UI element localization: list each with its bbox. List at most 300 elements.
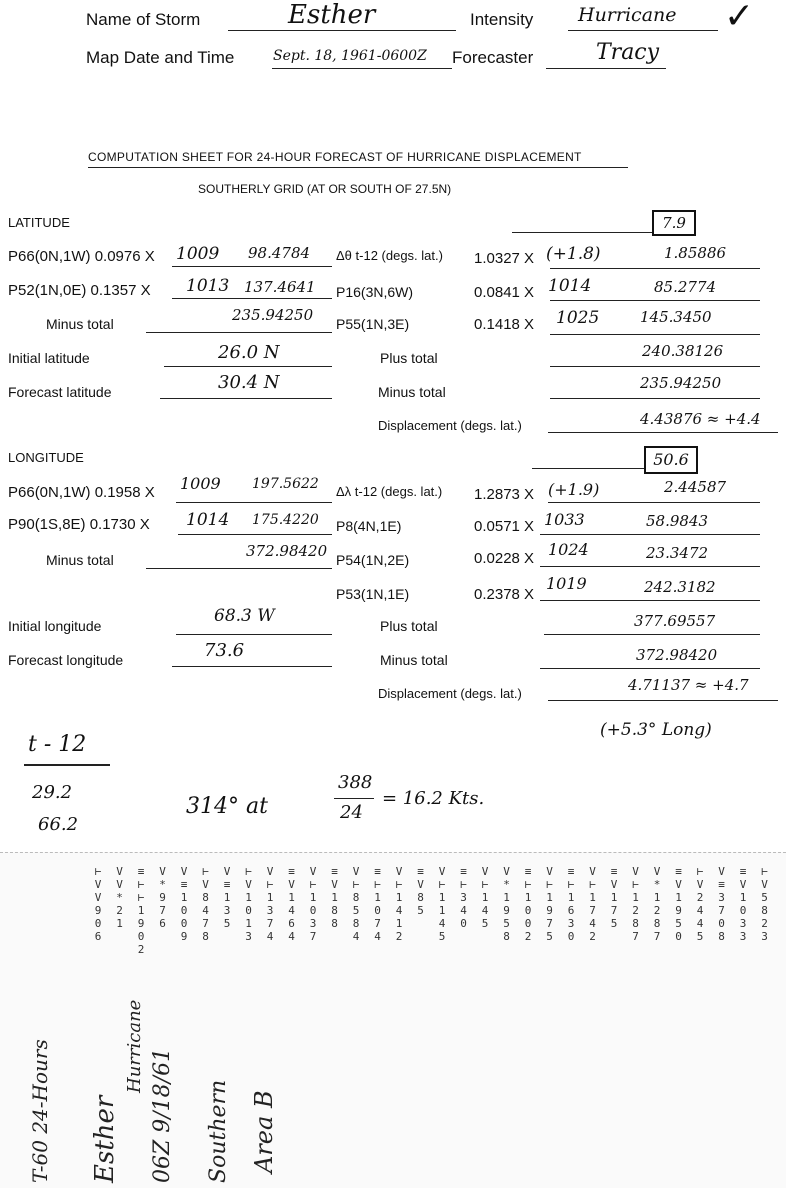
printout-note-4: 06Z 9/18/61: [150, 1047, 175, 1183]
lon-left-row-1-result: 197.5622: [252, 476, 319, 492]
speed-numerator: 388: [338, 772, 373, 793]
lon-plus-total-value: 377.69557: [634, 612, 716, 630]
lat-left-row-2-line: [172, 298, 332, 299]
lat-left-row-1-line: [172, 266, 332, 267]
printout-char: 4: [438, 917, 446, 930]
printout-char: 5: [610, 917, 618, 930]
lon-right-row-3-input: 1024: [548, 540, 589, 559]
storm-name-value: Esther: [288, 0, 376, 30]
printout-note-3: Hurricane: [124, 999, 145, 1093]
lat-initial-label: Initial latitude: [8, 350, 90, 366]
lat-initial-line: [164, 366, 332, 367]
lat-minus-total-line: [146, 332, 332, 333]
printout-char: V: [245, 878, 252, 891]
lat-minus-total2-label: Minus total: [378, 384, 446, 400]
lat-minus-total-value: 235.94250: [232, 306, 314, 324]
printout-char: 1: [374, 891, 381, 904]
printout-char: *: [159, 878, 166, 891]
lon-right-row-3-coef: 0.0228 X: [474, 550, 535, 567]
lat-forecast-label: Forecast latitude: [8, 384, 112, 400]
lat-right-row-1-line: [550, 268, 760, 269]
printout-char: 0: [180, 917, 188, 930]
printout-char: ≡: [675, 865, 682, 878]
printout-char: 0: [137, 930, 145, 943]
printout-char: 3: [761, 930, 768, 943]
printout-char: 0: [718, 917, 725, 930]
printout-char: ⊢: [481, 878, 489, 891]
printout-column: [92, 865, 104, 943]
t12-underline: [24, 764, 110, 766]
lon-right-row-3-result: 23.3472: [646, 544, 709, 562]
printout-char: V: [503, 865, 510, 878]
printout-char: *: [116, 891, 123, 904]
printout-char: 5: [696, 930, 704, 943]
printout-char: 4: [589, 917, 596, 930]
printout-char: 2: [524, 930, 532, 943]
lon-right-row-1-input: (+1.9): [548, 480, 600, 499]
title-underline: [88, 167, 628, 168]
printout-char: 1: [180, 891, 188, 904]
lon-left-row-1-label: P66(0N,1W) 0.1958 X: [8, 484, 155, 501]
map-date-label: Map Date and Time: [86, 48, 235, 67]
printout-char: 4: [481, 904, 489, 917]
printout-char: V: [331, 878, 338, 891]
printout-column: [479, 865, 491, 930]
lon-left-row-2-input: 1014: [186, 510, 230, 530]
lat-right-row-1-coef: 1.0327 X: [474, 250, 535, 267]
latitude-heading: LATITUDE: [8, 215, 70, 230]
printout-char: V: [718, 865, 725, 878]
printout-char: V: [395, 865, 403, 878]
lat-right-row-2-label: P16(3N,6W): [336, 284, 414, 300]
printout-column: [221, 865, 233, 930]
t12-lon: 66.2: [38, 814, 79, 835]
lon-displacement-label: Displacement (degs. lat.): [378, 686, 522, 701]
forecaster-value: Tracy: [596, 40, 660, 65]
lat-right-row-2-coef: 0.0841 X: [474, 284, 535, 301]
intensity-value: Hurricane: [578, 4, 677, 26]
printout-char: *: [503, 878, 510, 891]
printout-char: ⊢: [352, 878, 360, 891]
printout-char: 7: [718, 904, 725, 917]
printout-char: ≡: [739, 865, 747, 878]
printout-column: [608, 865, 620, 930]
printout-char: 1: [223, 891, 231, 904]
printout-char: 0: [245, 904, 252, 917]
printout-char: 2: [653, 904, 661, 917]
printout-char: 9: [546, 904, 553, 917]
printout-char: 1: [739, 891, 747, 904]
printout-column: [200, 865, 212, 943]
printout-char: 5: [761, 891, 768, 904]
printout-char: 5: [438, 930, 446, 943]
check-mark-icon: ✓: [724, 0, 755, 37]
lon-right-row-4-result: 242.3182: [644, 578, 716, 596]
printout-char: V: [116, 878, 123, 891]
printout-char: 1: [503, 891, 510, 904]
printout-char: 7: [374, 917, 381, 930]
printout-char: 1: [288, 891, 295, 904]
lat-right-row-3-coef: 0.1418 X: [474, 316, 535, 333]
printout-char: 7: [653, 930, 661, 943]
printout-char: 1: [245, 891, 252, 904]
printout-char: 3: [245, 930, 252, 943]
printout-column: [673, 865, 685, 943]
printout-column: [286, 865, 298, 943]
printout-char: 8: [352, 891, 360, 904]
printout-char: 1: [438, 904, 446, 917]
printout-char: 4: [696, 917, 704, 930]
printout-char: ≡: [567, 865, 575, 878]
printout-column: [135, 865, 147, 956]
forecaster-line: [546, 68, 666, 69]
lon-right-row-3-label: P54(1N,2E): [336, 552, 410, 568]
printout-char: ≡: [610, 865, 618, 878]
printout-char: ⊢: [696, 865, 704, 878]
lon-left-row-2-result: 175.4220: [252, 512, 319, 528]
printout-char: 1: [632, 891, 639, 904]
lat-minus-total2-value: 235.94250: [640, 374, 722, 392]
lat-minus-total-label: Minus total: [46, 316, 114, 332]
lat-displacement-value: 4.43876 ≈ +4.4: [640, 410, 761, 428]
lon-right-row-1-label: Δλ t-12 (degs. lat.): [336, 484, 443, 499]
printout-char: 0: [675, 930, 682, 943]
lon-right-row-2-line: [540, 534, 760, 535]
lat-right-row-2-input: 1014: [548, 276, 592, 296]
printout-char: 1: [395, 891, 403, 904]
printout-char: 4: [288, 904, 295, 917]
printout-char: ≡: [223, 878, 231, 891]
lat-displacement-label: Displacement (degs. lat.): [378, 418, 522, 433]
lon-displacement-value: 4.71137 ≈ +4.7: [628, 676, 749, 694]
lat-initial-value: 26.0 N: [218, 342, 280, 363]
printout-column: [544, 865, 556, 943]
printout-char: 8: [202, 891, 209, 904]
printout-char: 2: [395, 930, 403, 943]
printout-column: [372, 865, 384, 943]
lon-right-row-2-coef: 0.0571 X: [474, 518, 535, 535]
printout-char: ⊢: [567, 878, 575, 891]
printout-char: V: [438, 865, 446, 878]
printout-char: ≡: [137, 865, 145, 878]
printout-note-2: Esther: [90, 1095, 120, 1183]
printout-char: 1: [653, 891, 661, 904]
lon-right-row-1-coef: 1.2873 X: [474, 486, 535, 503]
lon-left-row-1-input: 1009: [180, 474, 221, 493]
printout-char: 9: [675, 904, 682, 917]
printout-char: 5: [481, 917, 489, 930]
printout-char: 1: [331, 891, 338, 904]
lon-box: 50.6: [644, 446, 698, 474]
printout-char: V: [180, 865, 188, 878]
printout-column: [522, 865, 534, 943]
lat-right-row-2-line: [550, 300, 760, 301]
printout-char: ≡: [374, 865, 381, 878]
printout-char: ≡: [417, 865, 424, 878]
printout-char: 1: [524, 891, 532, 904]
printout-char: 8: [503, 930, 510, 943]
printout-char: 7: [610, 904, 618, 917]
printout-char: 3: [739, 930, 747, 943]
lon-right-row-4-line: [540, 600, 760, 601]
lon-left-row-2-line: [178, 534, 332, 535]
lon-right-row-3-line: [540, 566, 760, 567]
computer-printout: [0, 852, 786, 1188]
printout-char: 0: [94, 917, 102, 930]
printout-column: [157, 865, 169, 930]
lon-right-row-2-input: 1033: [544, 510, 585, 529]
printout-char: 3: [739, 917, 747, 930]
storm-name-label: Name of Storm: [86, 10, 201, 29]
printout-char: 1: [438, 891, 446, 904]
map-date-value: Sept. 18, 1961-0600Z: [273, 48, 427, 64]
printout-column: [716, 865, 728, 943]
printout-char: 8: [331, 904, 338, 917]
printout-char: 9: [94, 904, 102, 917]
forecaster-label: Forecaster: [452, 48, 534, 67]
printout-column: [329, 865, 341, 930]
lon-forecast-value: 73.6: [204, 640, 245, 661]
printout-char: 0: [524, 904, 532, 917]
printout-char: ≡: [180, 878, 188, 891]
printout-char: 6: [94, 930, 102, 943]
printout-char: 3: [567, 917, 575, 930]
printout-column: [307, 865, 319, 943]
printout-column: [630, 865, 642, 943]
printout-char: ⊢: [266, 878, 274, 891]
printout-char: ≡: [718, 878, 725, 891]
printout-char: 4: [352, 930, 360, 943]
printout-char: 1: [245, 917, 252, 930]
printout-char: V: [352, 865, 360, 878]
lon-right-row-4-coef: 0.2378 X: [474, 586, 535, 603]
lat-left-row-1-label: P66(0N,1W) 0.0976 X: [8, 248, 155, 265]
printout-char: V: [546, 865, 553, 878]
printout-note-6: Area B: [250, 1090, 278, 1173]
printout-char: 8: [331, 917, 338, 930]
printout-char: 5: [417, 904, 424, 917]
printout-char: V: [223, 865, 231, 878]
printout-column: [264, 865, 276, 943]
printout-column: [651, 865, 663, 943]
lat-right-row-3-result: 145.3450: [640, 308, 712, 326]
printout-char: V: [288, 878, 295, 891]
printout-char: 7: [589, 904, 596, 917]
printout-char: V: [589, 865, 596, 878]
printout-column: [587, 865, 599, 943]
printout-column: [178, 865, 190, 943]
lat-left-row-1-input: 1009: [176, 244, 220, 264]
printout-char: 1: [589, 891, 596, 904]
printout-column: [350, 865, 362, 943]
printout-char: V: [739, 878, 747, 891]
printout-char: 0: [524, 917, 532, 930]
printout-column: [737, 865, 749, 943]
printout-char: 4: [460, 904, 467, 917]
intensity-line: [568, 30, 718, 31]
lat-forecast-value: 30.4 N: [218, 372, 280, 393]
printout-char: 3: [309, 917, 317, 930]
printout-char: 8: [761, 904, 768, 917]
lon-right-row-4-label: P53(1N,1E): [336, 586, 410, 602]
printout-char: 3: [266, 904, 274, 917]
lon-right-row-4-input: 1019: [546, 574, 587, 593]
printout-char: 0: [460, 917, 467, 930]
printout-char: 2: [761, 917, 768, 930]
printout-char: ⊢: [460, 878, 467, 891]
printout-char: *: [653, 878, 661, 891]
printout-char: V: [94, 878, 102, 891]
printout-char: ≡: [331, 865, 338, 878]
speed-result: = 16.2 Kts.: [382, 788, 485, 809]
printout-char: ⊢: [761, 865, 768, 878]
printout-char: 6: [567, 904, 575, 917]
lat-left-row-2-result: 137.4641: [244, 278, 316, 296]
printout-column: [393, 865, 405, 943]
printout-char: 2: [589, 930, 596, 943]
printout-char: 4: [374, 930, 381, 943]
printout-char: 1: [395, 917, 403, 930]
printout-char: 0: [180, 904, 188, 917]
map-date-line: [272, 68, 452, 69]
printout-char: V: [266, 865, 274, 878]
lat-right-row-3-input: 1025: [556, 308, 600, 328]
printout-char: V: [761, 878, 768, 891]
lon-minus-total-label: Minus total: [46, 552, 114, 568]
printout-column: [565, 865, 577, 943]
storm-name-line: [228, 30, 456, 31]
printout-char: ⊢: [546, 878, 553, 891]
printout-char: 0: [374, 904, 381, 917]
lon-right-row-2-result: 58.9843: [646, 512, 709, 530]
printout-char: 4: [395, 904, 403, 917]
printout-char: ⊢: [632, 878, 639, 891]
lat-plus-total-label: Plus total: [380, 350, 438, 366]
printout-char: 9: [503, 904, 510, 917]
lon-displacement-line: [548, 700, 778, 701]
lon-right-row-1-line: [548, 502, 760, 503]
printout-char: V: [159, 865, 166, 878]
printout-char: 1: [309, 891, 317, 904]
printout-char: V: [481, 865, 489, 878]
lon-right-row-1-result: 2.44587: [664, 478, 727, 496]
lat-right-row-1-result: 1.85886: [664, 244, 727, 262]
printout-char: ⊢: [202, 865, 209, 878]
printout-char: ⊢: [94, 865, 102, 878]
printout-char: ≡: [288, 865, 295, 878]
printout-char: V: [417, 878, 424, 891]
lon-initial-label: Initial longitude: [8, 618, 102, 634]
printout-column: [114, 865, 126, 930]
longitude-heading: LONGITUDE: [8, 450, 84, 465]
printout-char: 9: [137, 917, 145, 930]
printout-column: [243, 865, 255, 943]
t12-label: t - 12: [28, 732, 87, 757]
printout-char: ⊢: [395, 878, 403, 891]
printout-char: V: [116, 865, 123, 878]
intensity-label: Intensity: [470, 10, 534, 29]
speed-fraction-bar: [334, 798, 374, 799]
printout-char: V: [202, 878, 209, 891]
printout-char: 7: [546, 917, 553, 930]
printout-char: 6: [288, 917, 295, 930]
printout-char: 8: [352, 917, 360, 930]
printout-char: 8: [653, 917, 661, 930]
printout-char: 4: [202, 904, 209, 917]
lat-right-row-3-label: P55(1N,3E): [336, 316, 410, 332]
printout-column: [436, 865, 448, 943]
printout-char: 7: [202, 917, 209, 930]
printout-char: 5: [503, 917, 510, 930]
printout-char: 1: [137, 904, 145, 917]
lat-right-row-1-input: (+1.8): [546, 244, 601, 264]
lat-left-row-2-label: P52(1N,0E) 0.1357 X: [8, 282, 151, 299]
lat-minus-total2-line: [550, 398, 760, 399]
printout-char: 2: [137, 943, 145, 956]
printout-char: 9: [180, 930, 188, 943]
lat-left-row-1-result: 98.4784: [248, 244, 311, 262]
printout-char: 4: [288, 930, 295, 943]
lon-minus-total2-value: 372.98420: [636, 646, 718, 664]
lat-plus-total-value: 240.38126: [642, 342, 724, 360]
printout-char: ⊢: [374, 878, 381, 891]
lon-forecast-line: [172, 666, 332, 667]
lon-initial-line: [176, 634, 332, 635]
lat-left-row-2-input: 1013: [186, 276, 230, 296]
printout-char: 2: [696, 891, 704, 904]
printout-char: 1: [266, 891, 274, 904]
printout-char: 7: [309, 930, 317, 943]
printout-char: 1: [567, 891, 575, 904]
printout-note-1: T-60 24-Hours: [28, 1039, 52, 1183]
printout-char: 5: [352, 904, 360, 917]
printout-char: 2: [116, 904, 123, 917]
printout-char: 1: [675, 891, 682, 904]
printout-char: 0: [309, 904, 317, 917]
printout-char: V: [94, 891, 102, 904]
speed-denominator: 24: [340, 802, 363, 823]
printout-char: V: [309, 865, 317, 878]
printout-char: V: [653, 865, 661, 878]
printout-char: ⊢: [589, 878, 596, 891]
printout-char: 8: [718, 930, 725, 943]
lon-minus-total-value: 372.98420: [246, 542, 328, 560]
lat-plus-total-line: [550, 366, 760, 367]
printout-char: 3: [460, 891, 467, 904]
printout-char: 1: [481, 891, 489, 904]
lon-left-row-2-label: P90(1S,8E) 0.1730 X: [8, 516, 150, 533]
lon-minus-total-line: [146, 568, 332, 569]
printout-char: V: [632, 865, 639, 878]
lon-box-line: [532, 468, 644, 469]
printout-char: 3: [718, 891, 725, 904]
printout-column: [415, 865, 427, 917]
long-note: (+5.3° Long): [600, 720, 712, 740]
printout-char: 7: [632, 930, 639, 943]
printout-char: 0: [567, 930, 575, 943]
lat-right-row-1-label: Δθ t-12 (degs. lat.): [336, 248, 443, 263]
lon-left-row-1-line: [176, 502, 332, 503]
printout-char: ≡: [524, 865, 532, 878]
printout-column: [694, 865, 706, 943]
printout-char: 6: [159, 917, 166, 930]
lat-box-line: [512, 232, 652, 233]
printout-char: 7: [266, 917, 274, 930]
printout-char: ⊢: [137, 878, 145, 891]
t12-lat: 29.2: [32, 782, 73, 803]
printout-char: 5: [546, 930, 553, 943]
printout-char: V: [696, 878, 704, 891]
